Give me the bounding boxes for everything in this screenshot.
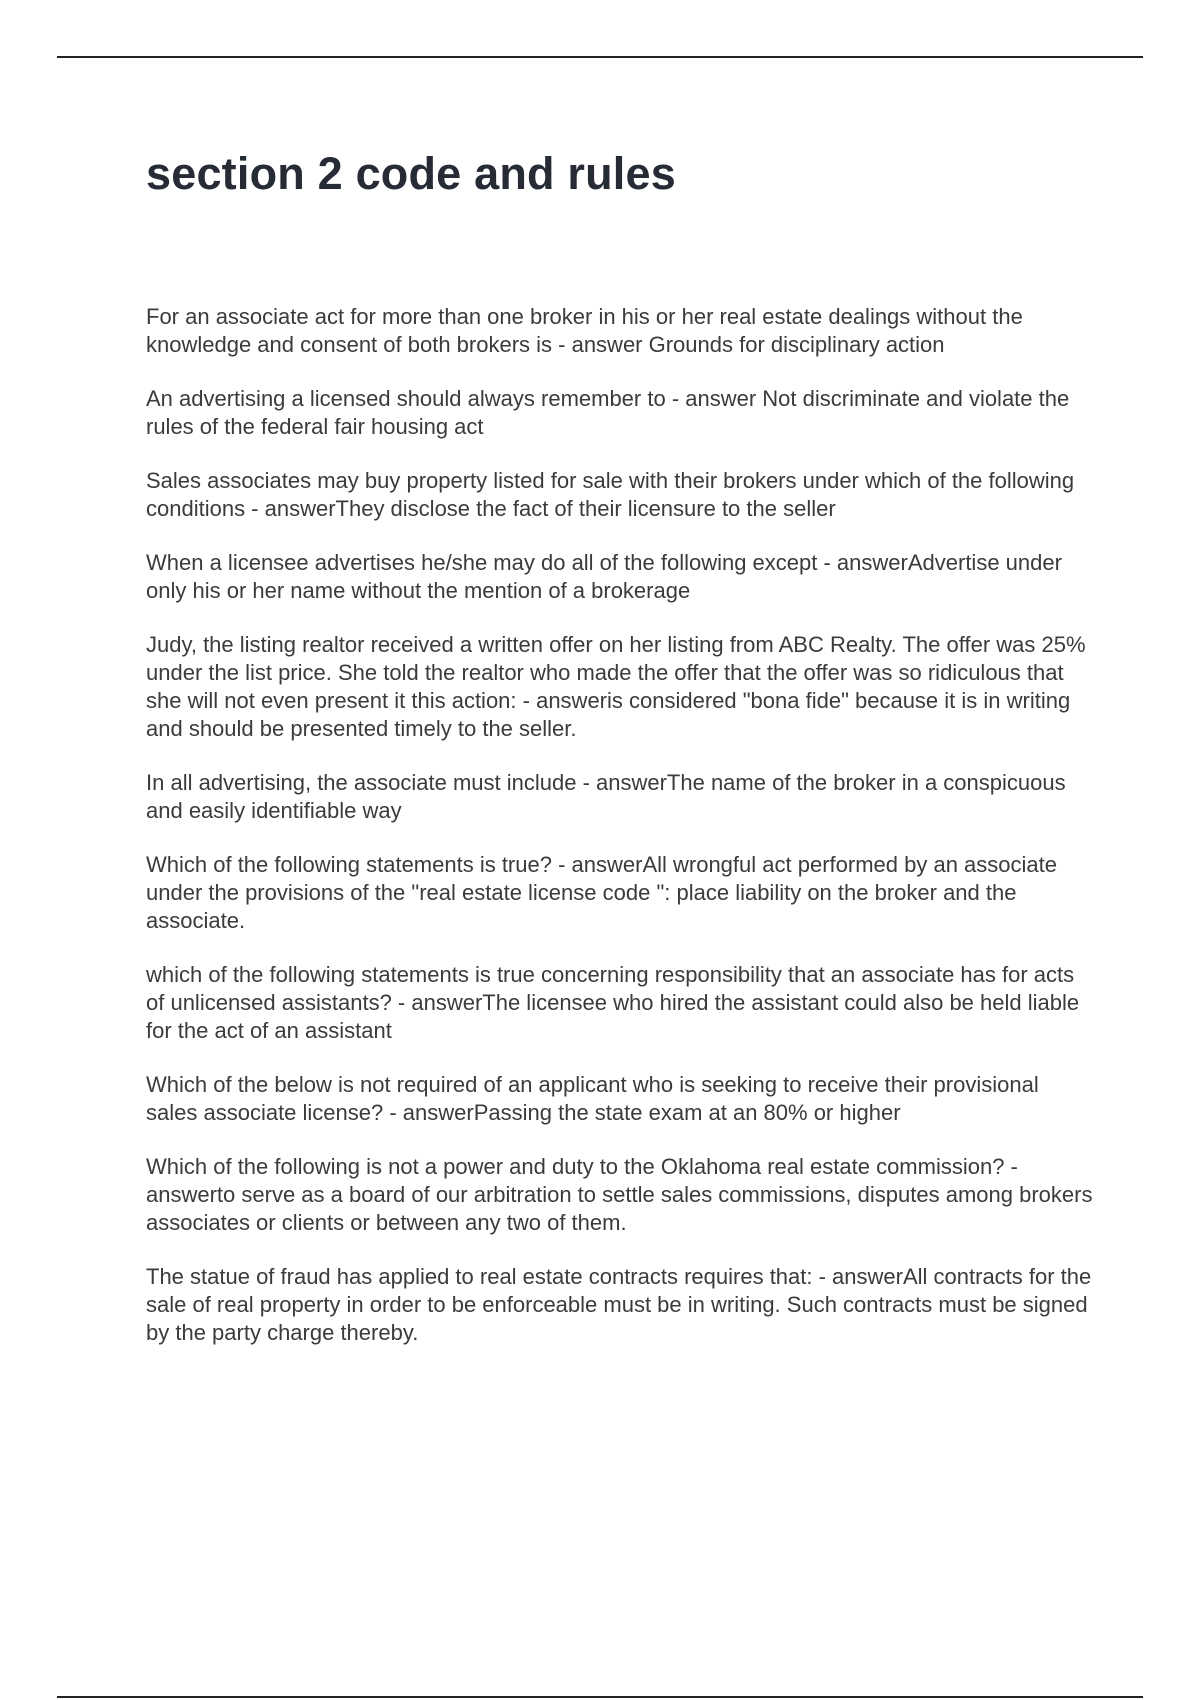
qa-item: When a licensee advertises he/she may do all of the following except - answerAdvertise under only his or her name without the mention of a brokerage: [146, 550, 1062, 603]
page-content: [146, 138, 1096, 1373]
bottom-divider: [57, 1696, 1143, 1698]
qa-item: For an associate act for more than one broker in his or her real estate dealings without the knowledge and consent of both brokers is - answer Grounds for disciplinary action: [146, 304, 1023, 357]
qa-item: The statue of fraud has applied to real estate contracts requires that: - answerAll contracts for the sale of real property in order to be enforceable must be in writing. Such contracts must be signed by the party charge thereby.: [146, 1264, 1092, 1345]
qa-item: Which of the following is not a power and duty to the Oklahoma real estate commission? - answerto serve as a board of our arbitration to settle sales commissions, disputes among brokers associates or clients or between any two of them.: [146, 1154, 1093, 1235]
qa-item: which of the following statements is true concerning responsibility that an associate has for acts of unlicensed assistants? - answerThe licensee who hired the assistant could also be held liable for the act of an assistant: [146, 962, 1080, 1043]
qa-item: In all advertising, the associate must include - answerThe name of the broker in a conspicuous and easily identifiable way: [146, 770, 1066, 823]
document-title: section 2 code and rules: [146, 148, 676, 199]
qa-item: Sales associates may buy property listed for sale with their brokers under which of the following conditions - answerThey disclose the fact of their licensure to the seller: [146, 468, 1075, 521]
qa-item: An advertising a licensed should always remember to - answer Not discriminate and violate the rules of the federal fair housing act: [146, 386, 1070, 439]
qa-item: Which of the following statements is true? - answerAll wrongful act performed by an associate under the provisions of the "real estate license code ": place liability on the broker and the associate.: [146, 852, 1057, 933]
qa-item: Judy, the listing realtor received a written offer on her listing from ABC Realty. The offer was 25% under the list price. She told the realtor who made the offer that the offer was so ridiculous that she will not even present it this action: - answeris considered "bona fide" because it is in writing and should be presented timely to the seller.: [146, 632, 1086, 741]
top-divider: [57, 56, 1143, 58]
qa-item: Which of the below is not required of an applicant who is seeking to receive their provisional sales associate license? - answerPassing the state exam at an 80% or higher: [146, 1072, 1039, 1125]
qa-list: [146, 303, 1096, 1347]
